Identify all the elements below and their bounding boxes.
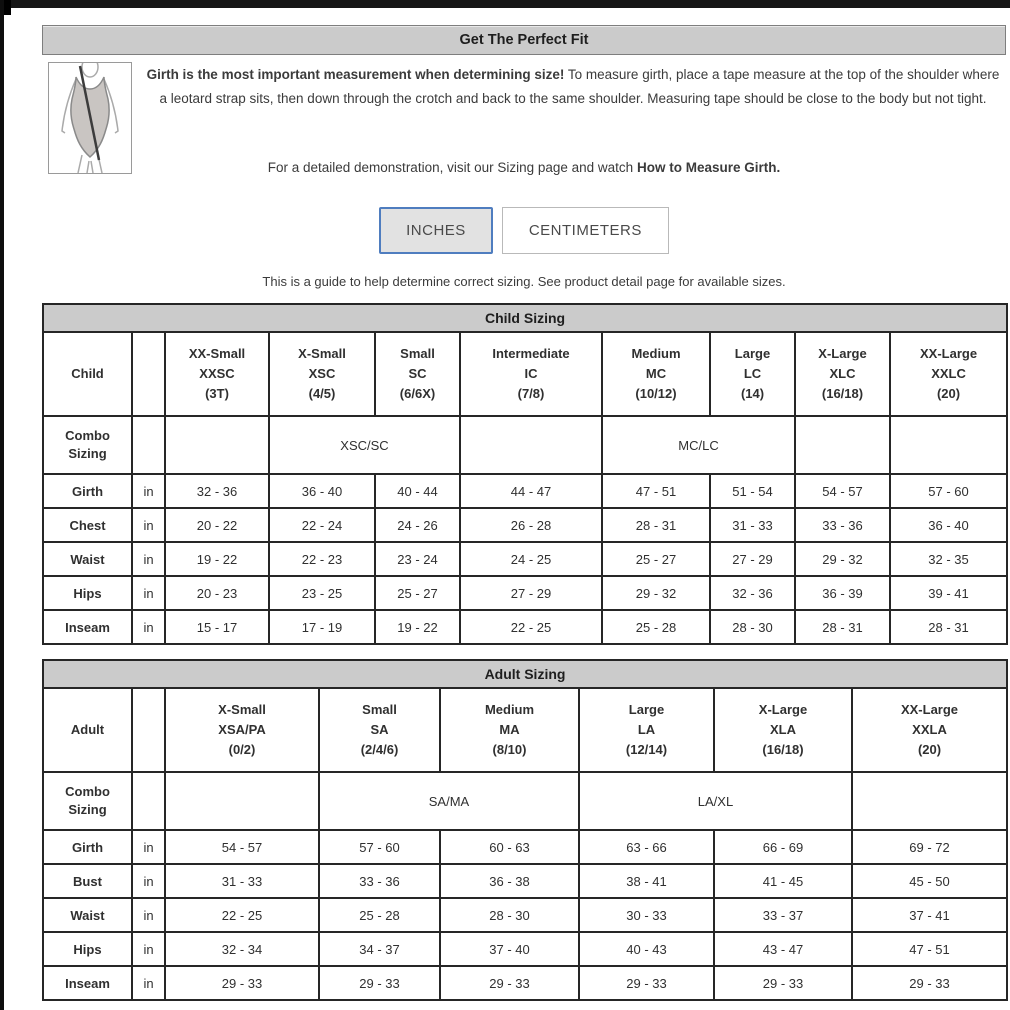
size-name: X-Small — [298, 346, 346, 361]
size-range: (4/5) — [308, 386, 336, 401]
measurement-value-cell: 47 - 51 — [602, 474, 710, 508]
adult-row-header: Adult — [43, 688, 132, 772]
adult-combo-row — [43, 772, 1007, 830]
size-range: (7/8) — [517, 386, 545, 401]
combo-group-cell: XSC/SC — [269, 416, 460, 474]
centimeters-button[interactable]: CENTIMETERS — [502, 207, 669, 254]
adult-table-title-row — [43, 660, 1007, 688]
size-name: Medium — [631, 346, 681, 361]
size-code: IC — [524, 366, 538, 381]
measurement-value-cell: 26 - 28 — [460, 508, 602, 542]
child-size-column-header — [460, 332, 602, 416]
unit-cell: in — [132, 576, 165, 610]
measurement-label: Waist — [43, 542, 132, 576]
child-table-title-row — [43, 304, 1007, 332]
child-size-column-header — [710, 332, 795, 416]
measurement-value-cell: 57 - 60 — [319, 830, 440, 864]
child-row-header: Child — [43, 332, 132, 416]
measurement-label: Girth — [43, 474, 132, 508]
unit-cell: in — [132, 830, 165, 864]
measurement-label: Bust — [43, 864, 132, 898]
measurement-value-cell: 41 - 45 — [714, 864, 852, 898]
window-left-edge — [0, 0, 4, 1010]
child-size-column-header — [602, 332, 710, 416]
measurement-value-cell: 60 - 63 — [440, 830, 579, 864]
size-range: (16/18) — [821, 386, 864, 401]
measurement-value-cell: 30 - 33 — [579, 898, 714, 932]
measurement-value-cell: 36 - 40 — [890, 508, 1007, 542]
size-name: Intermediate — [492, 346, 570, 361]
adult-size-column-header — [319, 688, 440, 772]
measurement-value-cell: 28 - 31 — [890, 610, 1007, 644]
size-name: X-Large — [818, 346, 867, 361]
measurement-row — [43, 576, 1007, 610]
adult-size-column-header — [165, 688, 319, 772]
measurement-value-cell: 33 - 36 — [795, 508, 890, 542]
measurement-value-cell: 69 - 72 — [852, 830, 1007, 864]
measurement-value-cell: 23 - 24 — [375, 542, 460, 576]
demo-bold-text: How to Measure Girth. — [636, 160, 781, 175]
combo-group-cell: LA/XL — [579, 772, 852, 830]
size-range: (14) — [740, 386, 765, 401]
intro-bold-text: Girth is the most important measurement when determining size! — [146, 67, 565, 82]
measurement-value-cell: 36 - 40 — [269, 474, 375, 508]
size-code: SC — [408, 366, 427, 381]
measurement-value-cell: 22 - 25 — [460, 610, 602, 644]
measurement-row — [43, 898, 1007, 932]
size-name: XX-Small — [188, 346, 246, 361]
measurement-value-cell: 28 - 30 — [440, 898, 579, 932]
measurement-value-cell: 31 - 33 — [710, 508, 795, 542]
measurement-value-cell: 20 - 23 — [165, 576, 269, 610]
measurement-value-cell: 39 - 41 — [890, 576, 1007, 610]
child-size-column-header — [795, 332, 890, 416]
measurement-value-cell: 29 - 33 — [852, 966, 1007, 1000]
girth-measurement-diagram-icon — [48, 62, 132, 174]
measurement-row — [43, 830, 1007, 864]
sizing-note: This is a guide to help determine correct sizing. See product detail page for available sizes. — [262, 274, 786, 289]
measurement-value-cell: 19 - 22 — [375, 610, 460, 644]
adult-table-title: Adult Sizing — [43, 660, 1007, 688]
measurement-value-cell: 40 - 43 — [579, 932, 714, 966]
measurement-value-cell: 32 - 35 — [890, 542, 1007, 576]
size-range: (16/18) — [762, 742, 804, 757]
measurement-value-cell: 36 - 38 — [440, 864, 579, 898]
size-name: Large — [628, 702, 665, 717]
measurement-value-cell: 51 - 54 — [710, 474, 795, 508]
child-size-column-header — [269, 332, 375, 416]
measurement-label: Inseam — [43, 610, 132, 644]
measurement-value-cell: 32 - 34 — [165, 932, 319, 966]
measurement-value-cell: 27 - 29 — [710, 542, 795, 576]
size-name: Large — [734, 346, 771, 361]
measurement-value-cell: 22 - 23 — [269, 542, 375, 576]
child-combo-row — [43, 416, 1007, 474]
unit-header-cell — [132, 688, 165, 772]
measurement-value-cell: 44 - 47 — [460, 474, 602, 508]
measurement-label: Chest — [43, 508, 132, 542]
size-code: SA — [370, 722, 389, 737]
size-name: XX-Large — [900, 702, 959, 717]
combo-sizing-label: Combo Sizing — [43, 416, 132, 474]
measurement-label: Inseam — [43, 966, 132, 1000]
measurement-value-cell: 66 - 69 — [714, 830, 852, 864]
measurement-value-cell: 29 - 32 — [602, 576, 710, 610]
size-code: XLC — [829, 366, 856, 381]
size-range: (6/6X) — [399, 386, 436, 401]
measurement-value-cell: 25 - 28 — [602, 610, 710, 644]
child-sizing-table — [42, 303, 1008, 645]
combo-empty-cell — [890, 416, 1007, 474]
combo-empty-cell — [460, 416, 602, 474]
measurement-label: Hips — [43, 576, 132, 610]
demo-prefix-text: For a detailed demonstration, visit our Sizing page and watch — [267, 160, 634, 175]
measurement-value-cell: 28 - 31 — [795, 610, 890, 644]
measurement-value-cell: 32 - 36 — [165, 474, 269, 508]
measurement-value-cell: 43 - 47 — [714, 932, 852, 966]
measurement-value-cell: 29 - 33 — [440, 966, 579, 1000]
measurement-value-cell: 29 - 33 — [579, 966, 714, 1000]
measurement-value-cell: 17 - 19 — [269, 610, 375, 644]
unit-cell: in — [132, 474, 165, 508]
measurement-value-cell: 28 - 30 — [710, 610, 795, 644]
adult-size-column-header — [714, 688, 852, 772]
measurement-value-cell: 22 - 25 — [165, 898, 319, 932]
child-size-column-header — [375, 332, 460, 416]
unit-cell: in — [132, 864, 165, 898]
measurement-value-cell: 19 - 22 — [165, 542, 269, 576]
measurement-value-cell: 40 - 44 — [375, 474, 460, 508]
size-code: XSC — [308, 366, 336, 381]
combo-empty-cell — [165, 416, 269, 474]
measurement-row — [43, 864, 1007, 898]
measurement-value-cell: 57 - 60 — [890, 474, 1007, 508]
size-code: MC — [645, 366, 667, 381]
size-name: X-Small — [218, 702, 266, 717]
intro-section — [42, 62, 1006, 174]
adult-header-row — [43, 688, 1007, 772]
adult-size-column-header — [440, 688, 579, 772]
unit-toggle — [42, 207, 1006, 254]
measurement-label: Hips — [43, 932, 132, 966]
unit-header-cell — [132, 332, 165, 416]
size-name: Small — [362, 702, 397, 717]
child-size-column-header — [165, 332, 269, 416]
page-title: Get The Perfect Fit — [42, 25, 1006, 55]
unit-cell: in — [132, 610, 165, 644]
measurement-value-cell: 32 - 36 — [710, 576, 795, 610]
intro-body-text: To measure girth, place a tape measure at the top of the shoulder where a leotard strap sits, then down through the crotch and back to the same shoulder. Measuring tape should be close to the body but not tight. — [159, 67, 1000, 106]
measurement-value-cell: 29 - 33 — [319, 966, 440, 1000]
measurement-value-cell: 20 - 22 — [165, 508, 269, 542]
measurement-value-cell: 47 - 51 — [852, 932, 1007, 966]
size-code: XXLC — [931, 366, 966, 381]
size-code: MA — [499, 722, 520, 737]
size-range: (0/2) — [228, 742, 256, 757]
combo-empty-cell — [852, 772, 1007, 830]
size-code: XXSC — [199, 366, 235, 381]
measurement-value-cell: 38 - 41 — [579, 864, 714, 898]
size-range: (8/10) — [492, 742, 527, 757]
measurement-value-cell: 22 - 24 — [269, 508, 375, 542]
size-range: (20) — [936, 386, 961, 401]
measurement-value-cell: 27 - 29 — [460, 576, 602, 610]
unit-cell — [132, 772, 165, 830]
size-name: XX-Large — [920, 346, 978, 361]
measurement-value-cell: 29 - 32 — [795, 542, 890, 576]
unit-cell: in — [132, 542, 165, 576]
measurement-value-cell: 33 - 37 — [714, 898, 852, 932]
measurement-value-cell: 37 - 41 — [852, 898, 1007, 932]
adult-size-column-header — [579, 688, 714, 772]
size-code: XXLA — [912, 722, 947, 737]
measurement-row — [43, 966, 1007, 1000]
size-code: LC — [743, 366, 762, 381]
measurement-label: Waist — [43, 898, 132, 932]
measurement-value-cell: 54 - 57 — [795, 474, 890, 508]
measurement-value-cell: 24 - 25 — [460, 542, 602, 576]
unit-cell: in — [132, 932, 165, 966]
unit-cell: in — [132, 966, 165, 1000]
size-range: (3T) — [205, 386, 229, 401]
size-code: LA — [637, 722, 656, 737]
adult-sizing-table — [42, 659, 1008, 1001]
measurement-value-cell: 25 - 27 — [375, 576, 460, 610]
measurement-value-cell: 45 - 50 — [852, 864, 1007, 898]
child-table-title: Child Sizing — [43, 304, 1007, 332]
unit-cell: in — [132, 508, 165, 542]
measurement-value-cell: 25 - 27 — [602, 542, 710, 576]
child-header-row — [43, 332, 1007, 416]
size-range: (2/4/6) — [360, 742, 399, 757]
size-range: (10/12) — [635, 386, 677, 401]
unit-cell — [132, 416, 165, 474]
sizing-guide-page — [42, 0, 1006, 1001]
measurement-value-cell: 54 - 57 — [165, 830, 319, 864]
measurement-value-cell: 37 - 40 — [440, 932, 579, 966]
size-range: (12/14) — [625, 742, 668, 757]
measurement-value-cell: 29 - 33 — [714, 966, 852, 1000]
measurement-row — [43, 474, 1007, 508]
combo-group-cell: MC/LC — [602, 416, 795, 474]
measurement-value-cell: 23 - 25 — [269, 576, 375, 610]
measurement-row — [43, 610, 1007, 644]
size-name: X-Large — [758, 702, 808, 717]
measurement-row — [43, 508, 1007, 542]
intro-paragraph — [132, 62, 1006, 174]
unit-cell: in — [132, 898, 165, 932]
size-name: Medium — [484, 702, 535, 717]
inches-button[interactable]: INCHES — [379, 207, 493, 254]
measurement-value-cell: 31 - 33 — [165, 864, 319, 898]
adult-size-column-header — [852, 688, 1007, 772]
combo-sizing-label: Combo Sizing — [43, 772, 132, 830]
measurement-row — [43, 542, 1007, 576]
size-name: Small — [400, 346, 435, 361]
measurement-label: Girth — [43, 830, 132, 864]
measurement-value-cell: 15 - 17 — [165, 610, 269, 644]
measurement-value-cell: 28 - 31 — [602, 508, 710, 542]
child-size-column-header — [890, 332, 1007, 416]
measurement-value-cell: 33 - 36 — [319, 864, 440, 898]
measurement-value-cell: 25 - 28 — [319, 898, 440, 932]
measurement-value-cell: 63 - 66 — [579, 830, 714, 864]
size-code: XLA — [770, 722, 796, 737]
combo-empty-cell — [165, 772, 319, 830]
size-code: XSA/PA — [218, 722, 266, 737]
measurement-value-cell: 29 - 33 — [165, 966, 319, 1000]
combo-group-cell: SA/MA — [319, 772, 579, 830]
measurement-value-cell: 34 - 37 — [319, 932, 440, 966]
size-range: (20) — [917, 742, 942, 757]
measurement-value-cell: 36 - 39 — [795, 576, 890, 610]
measurement-value-cell: 24 - 26 — [375, 508, 460, 542]
measurement-row — [43, 932, 1007, 966]
combo-empty-cell — [795, 416, 890, 474]
